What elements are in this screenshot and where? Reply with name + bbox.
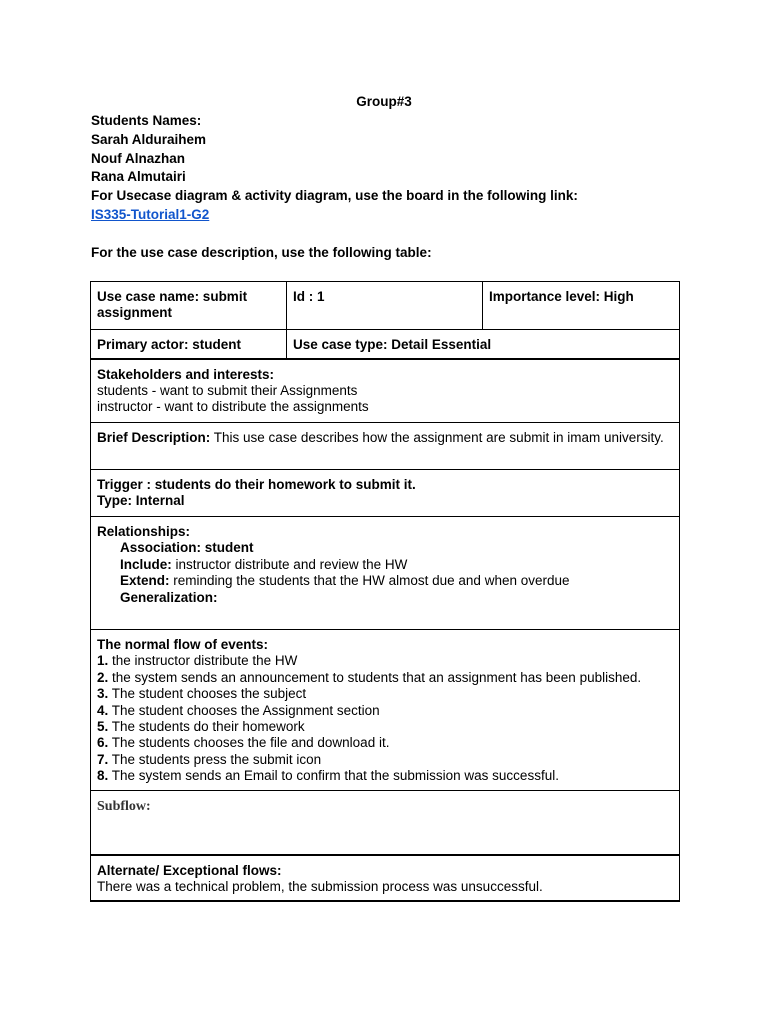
generalization-line: Generalization:: [120, 589, 218, 605]
board-note: For Usecase diagram & activity diagram, use the board in the following link:: [91, 188, 578, 204]
flow-step: [97, 752, 673, 768]
flow-step-text: the system sends an announcement to students that an assignment has been published.: [108, 669, 642, 685]
flow-step-number: 7.: [97, 751, 109, 767]
association-line: Association: student: [120, 540, 254, 556]
flow-step-number: 5.: [97, 719, 109, 735]
use-case-type-cell: Use case type: Detail Essential: [287, 330, 680, 359]
include-line: [97, 557, 673, 573]
flow-step-text: The students press the submit icon: [108, 751, 322, 767]
group-title: Group#3: [356, 94, 412, 109]
use-case-name-cell: Use case name: submit assignment: [91, 282, 287, 330]
extend-text: reminding the students that the HW almost due and when overdue: [169, 573, 570, 589]
stakeholders-cell: [91, 359, 680, 423]
flow-step-text: The system sends an Email to confirm that the submission was successful.: [108, 768, 559, 784]
brief-description-cell: [91, 423, 680, 470]
use-case-table: [90, 281, 680, 902]
primary-actor-cell: Primary actor: student: [91, 330, 287, 359]
trigger-type-line: Type: Internal: [97, 493, 185, 509]
alternate-label: Alternate/ Exceptional flows:: [97, 862, 282, 878]
brief-text: This use case describes how the assignment are submit in imam university.: [210, 430, 664, 445]
extend-label: Extend:: [120, 573, 170, 589]
flow-step-number: 3.: [97, 686, 109, 702]
trigger-cell: [91, 470, 680, 517]
flow-step: [97, 768, 673, 784]
subflow-label: Subflow:: [97, 799, 151, 814]
flow-step: [97, 670, 673, 686]
flow-step-text: The students chooses the file and download it.: [108, 735, 390, 751]
flow-step: [97, 735, 673, 751]
flow-step-text: The student chooses the subject: [108, 686, 307, 702]
flow-step: [97, 653, 673, 669]
student-name: Nouf Alnazhan: [91, 150, 185, 166]
student-name: Rana Almutairi: [91, 169, 186, 185]
brief-label: Brief Description:: [97, 430, 211, 445]
flow-step: [97, 686, 673, 702]
flow-step-number: 2.: [97, 669, 109, 685]
subflow-cell: [91, 791, 680, 855]
stakeholder-line: students - want to submit their Assignments: [97, 382, 358, 398]
relationships-label: Relationships:: [97, 524, 191, 539]
trigger-line: Trigger : students do their homework to submit it.: [97, 477, 416, 492]
relationships-cell: [91, 517, 680, 630]
flow-step-text: The student chooses the Assignment section: [108, 702, 380, 718]
normal-flow-label: The normal flow of events:: [97, 637, 269, 652]
id-cell: Id : 1: [287, 282, 483, 330]
intro-text: For the use case description, use the following table:: [91, 245, 432, 260]
flow-step-number: 6.: [97, 735, 109, 751]
students-label: Students Names:: [91, 113, 202, 128]
header-block: [91, 112, 691, 225]
stakeholder-line: instructor - want to distribute the assignments: [97, 399, 369, 415]
flow-step-number: 8.: [97, 768, 109, 784]
normal-flow-cell: [91, 630, 680, 791]
flow-step-number: 1.: [97, 653, 109, 669]
extend-line: [97, 573, 673, 589]
include-text: instructor distribute and review the HW: [171, 556, 408, 572]
alternate-text: There was a technical problem, the submission process was unsuccessful.: [97, 878, 543, 894]
board-link[interactable]: IS335-Tutorial1-G2: [91, 206, 210, 222]
student-name: Sarah Alduraihem: [91, 131, 207, 147]
flow-step-text: the instructor distribute the HW: [108, 653, 298, 669]
stakeholders-label: Stakeholders and interests:: [97, 366, 275, 382]
flow-step-text: The students do their homework: [108, 719, 305, 735]
flow-step-number: 4.: [97, 702, 109, 718]
importance-cell: Importance level: High: [483, 282, 680, 330]
include-label: Include:: [120, 556, 172, 572]
flow-step: [97, 703, 673, 719]
flow-step: [97, 719, 673, 735]
alternate-flows-cell: [91, 855, 680, 901]
